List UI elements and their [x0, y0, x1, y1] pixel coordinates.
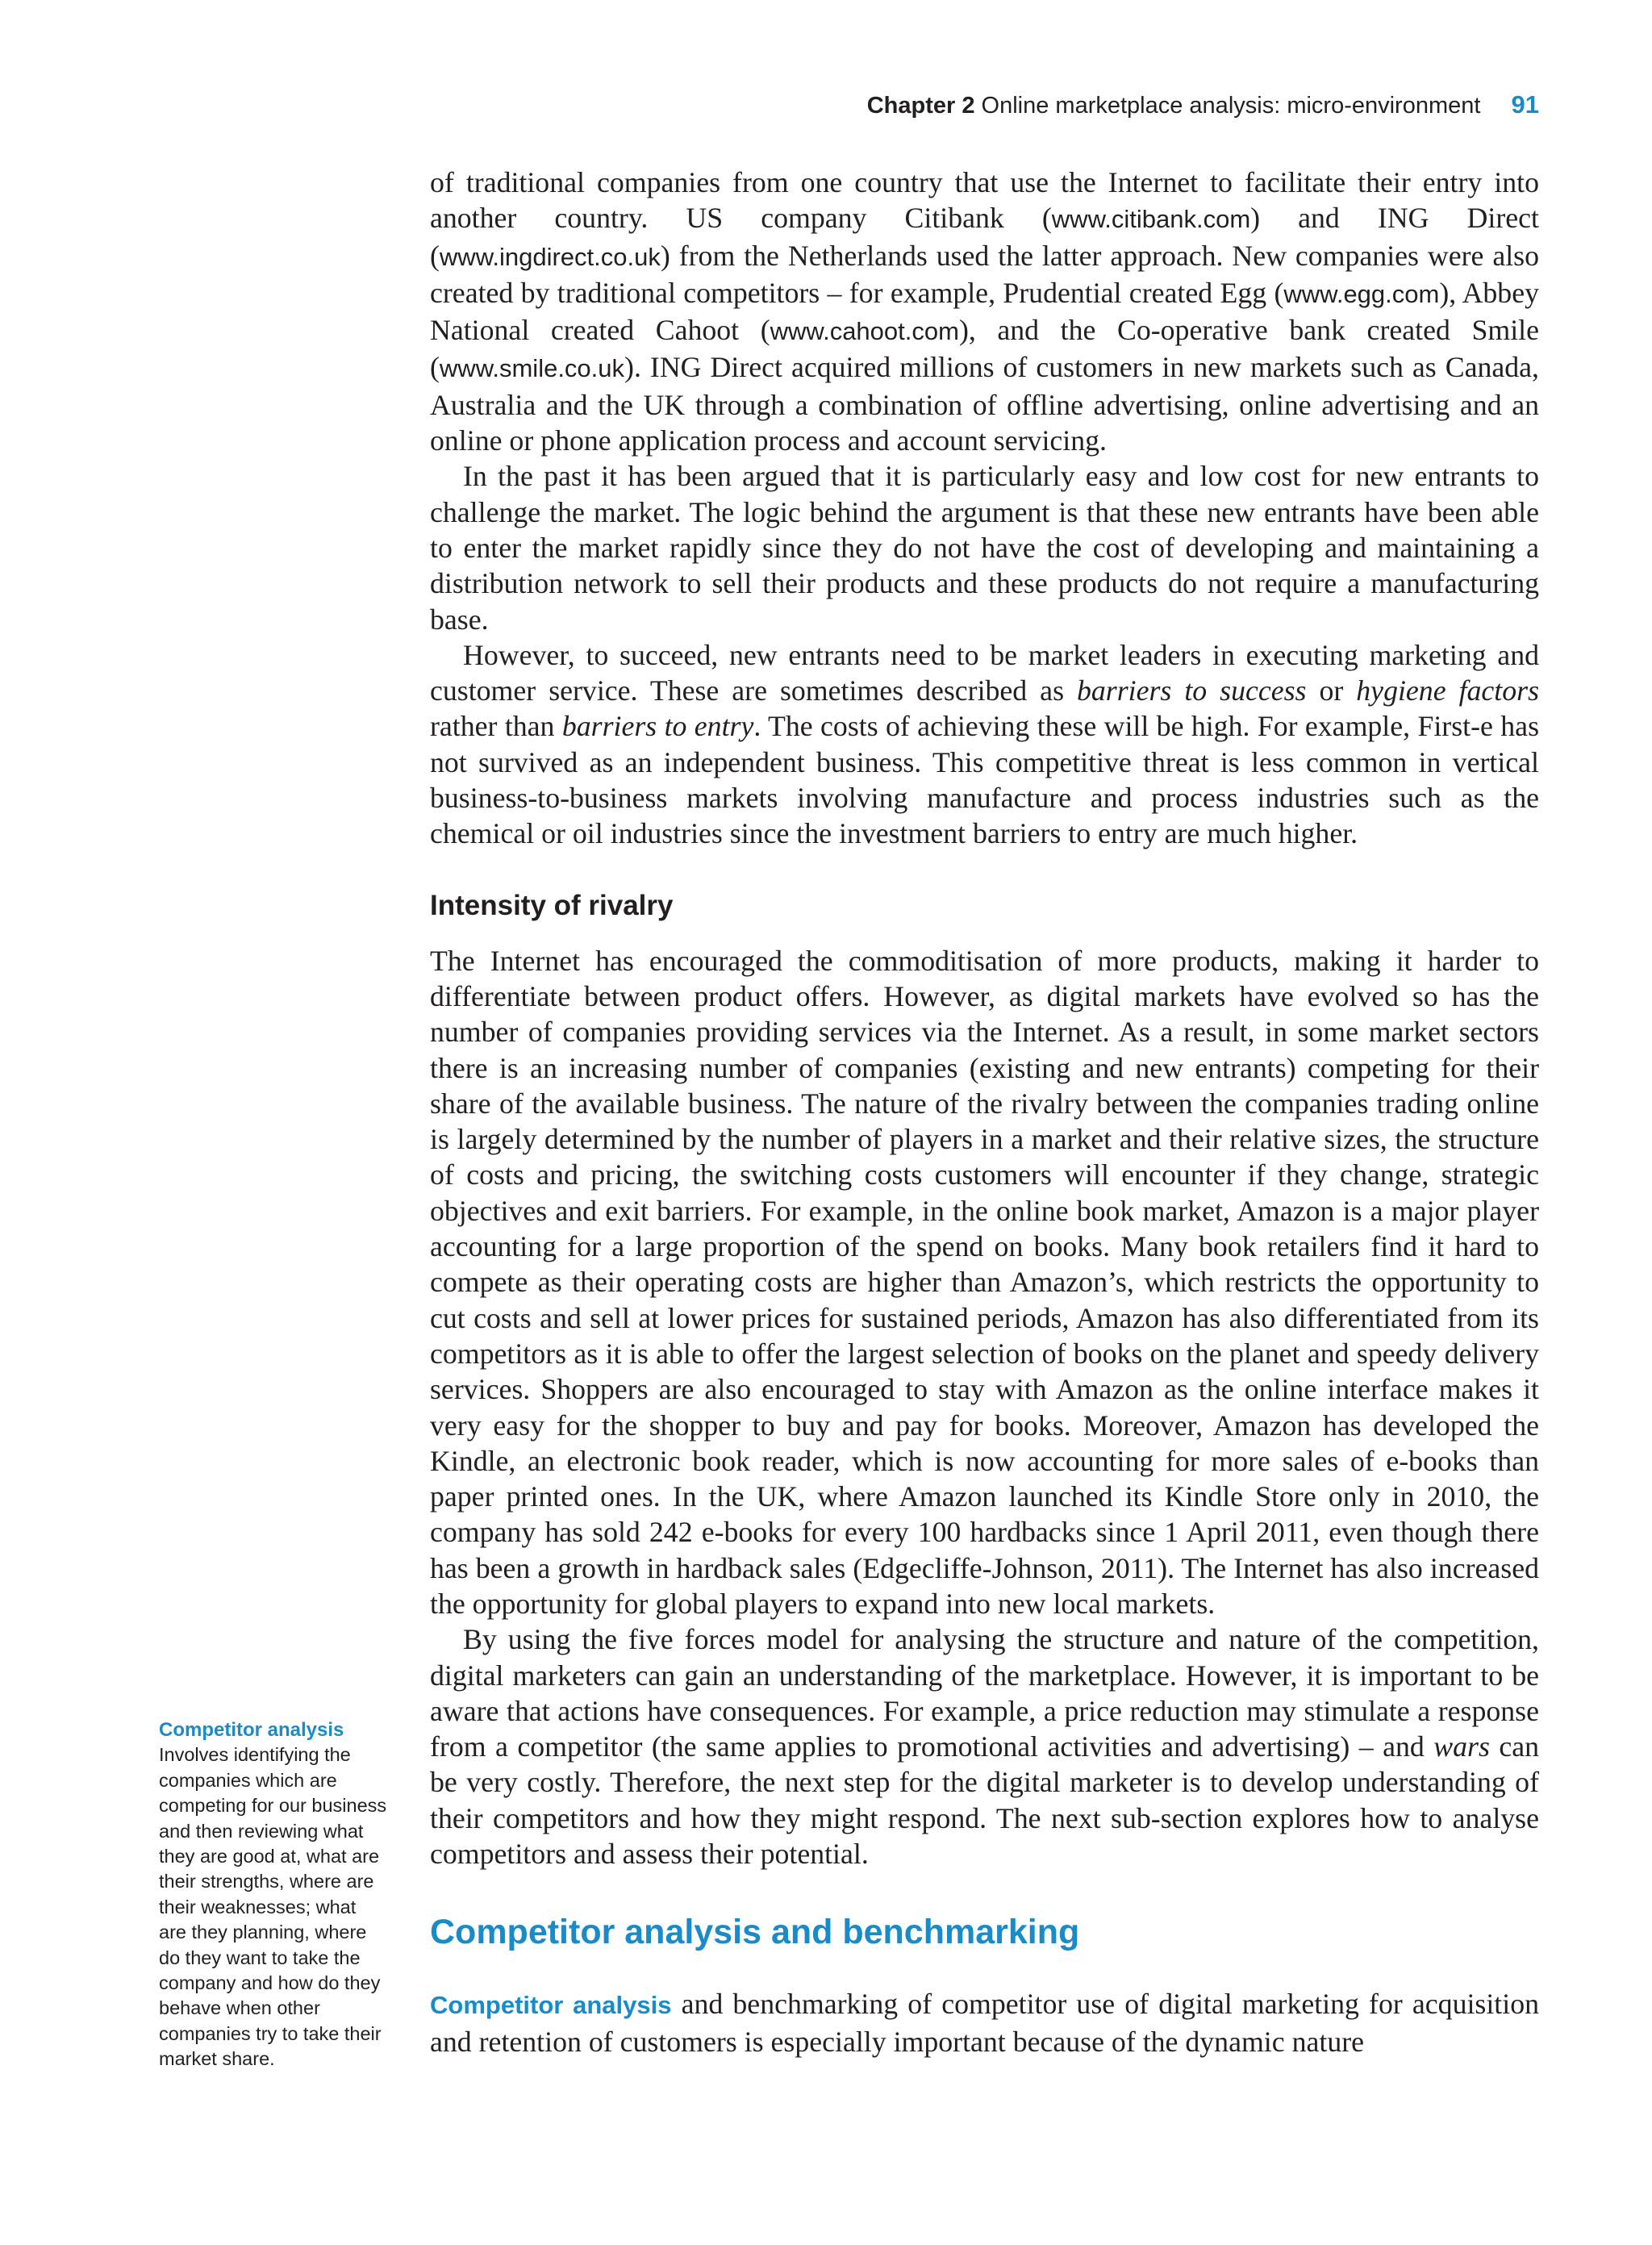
- heading-competitor-analysis: Competitor analysis and benchmarking: [430, 1913, 1080, 1952]
- running-header: [428, 90, 1539, 119]
- smile-url: www.smile.co.uk: [439, 354, 625, 383]
- barriers-to-entry-term: barriers to entry: [561, 710, 754, 743]
- text-run: . The costs of achieving these will be high. For example, First-e has not survived as an independent business. This competitive threat is less common in vertical business-to-business markets involving manufacture and process industries such as the chemical or oil industries since the investment barriers to entry are much higher.: [430, 710, 1540, 850]
- margin-term: Competitor analysis: [159, 1719, 344, 1741]
- text-run: However, to succeed, new entrants need to be market leaders in executing marketing and customer service. These are sometimes described as: [430, 638, 1539, 707]
- margin-definition-text: Involves identifying the companies which are competing for our business and then reviewing what they are good at, what are their strengths, where are their weaknesses; what are they planning, where do they want to take the company and how do they behave when other companies try to take their market share.: [159, 1744, 387, 2070]
- paragraph-rivalry: The Internet has encouraged the commoditisation of more products, making it harder to differentiate between product offers. However, as digital markets have evolved so has the number of companies providing services via the Internet. As a result, in some market sectors there is an increasing number of companies (existing and new entrants) competing for their share of the available business. The nature of the rivalry between the companies trading online is largely determined by the number of players in a market and their relative sizes, the structure of costs and pricing, the switching costs customers will encounter if they change, strategic objectives and exit barriers. For example, in the online book market, Amazon is a major player accounting for a large proportion of the spend on books. Many book retailers find it hard to compete as their operating costs are higher than Amazon’s, which restricts the opportunity to cut costs and sell at lower prices for sustained periods, Amazon has also differentiated from its competitors as it is able to offer the largest selection of books on the planet and speedy delivery services. Shoppers are also encouraged to stay with Amazon as the online interface makes it very easy for the shopper to buy and pay for books. Moreover, Amazon has developed the Kindle, an electronic book reader, which is now accounting for more sales of e-books than paper printed ones. In the UK, where Amazon launched its Kindle Store only in 2010, the company has sold 242 e-books for every 100 hardbacks since 1 April 2011, even though there has been a growth in hardback sales (Edgecliffe-Johnson, 2011). The Internet has also increased the opportunity for global players to expand into new local markets.: [430, 944, 1539, 1620]
- chapter-label: Chapter 2: [866, 93, 975, 119]
- citibank-url: www.citibank.com: [1051, 205, 1251, 234]
- chapter-title: Online marketplace analysis: micro-environment: [981, 93, 1481, 119]
- heading-intensity-of-rivalry: Intensity of rivalry: [430, 889, 674, 921]
- text-run: ) and ING Direct (: [430, 202, 1539, 272]
- barriers-to-success-term: barriers to success: [1076, 674, 1307, 707]
- paragraph-five-forces: [430, 1621, 1539, 1872]
- ingdirect-url: www.ingdirect.co.uk: [439, 242, 661, 271]
- hygiene-factors-term: hygiene factors: [1356, 674, 1540, 707]
- page-number: 91: [1511, 90, 1539, 119]
- egg-url: www.egg.com: [1283, 279, 1440, 308]
- paragraph-barriers: [430, 637, 1539, 852]
- cahoot-url: www.cahoot.com: [770, 317, 959, 346]
- text-run: ), Abbey National created Cahoot (: [430, 276, 1539, 347]
- text-run: and benchmarking of competitor use of digital marketing for acquisition and retention of customers is especially important because of the dynamic nature: [430, 1988, 1539, 2058]
- text-run: ) from the Netherlands used the latter approach. New companies were also created by traditional competitors – for example, Prudential created Egg (: [430, 239, 1539, 309]
- text-run: By using the five forces model for analysing the structure and nature of the competition, digital marketers can gain an understanding of the marketplace. However, it is important to be aware that actions have consequences. For example, a price reduction may stimulate a response from a competitor (the same applies to promotional activities and advertising) – and: [430, 1623, 1539, 1763]
- paragraph-entrants-examples: [430, 165, 1539, 458]
- text-run: ). ING Direct acquired millions of customers in new markets such as Canada, Australia and the UK through a combination of offline advertising, online advertising and an online or phone application process and account servicing.: [430, 351, 1539, 457]
- main-text-column: [430, 165, 1539, 2059]
- competitor-analysis-keyword: Competitor analysis: [430, 1991, 672, 2020]
- text-run: of traditional companies from one country that use the Internet to facilitate their entry into another country. US company Citibank (: [430, 166, 1539, 235]
- text-run: or: [1306, 674, 1357, 707]
- text-run: rather than: [430, 710, 562, 743]
- wars-term: wars: [1433, 1730, 1490, 1763]
- text-run: ), and the Co-operative bank created Smile (: [430, 314, 1539, 384]
- paragraph-low-cost-entry: In the past it has been argued that it is particularly easy and low cost for new entrants to challenge the market. The logic behind the argument is that these new entrants have been able to enter the market rapidly since they do not have the cost of developing and maintaining a distribution network to sell their products and these products do not require a manufacturing base.: [430, 460, 1539, 636]
- paragraph-competitor-analysis: [430, 1986, 1539, 2059]
- text-run: can be very costly. Therefore, the next step for the digital marketer is to develop understanding of their competitors and how they might respond. The next sub-section explores how to analyse competitors and assess their potential.: [430, 1730, 1540, 1871]
- margin-definition: [159, 1717, 387, 2072]
